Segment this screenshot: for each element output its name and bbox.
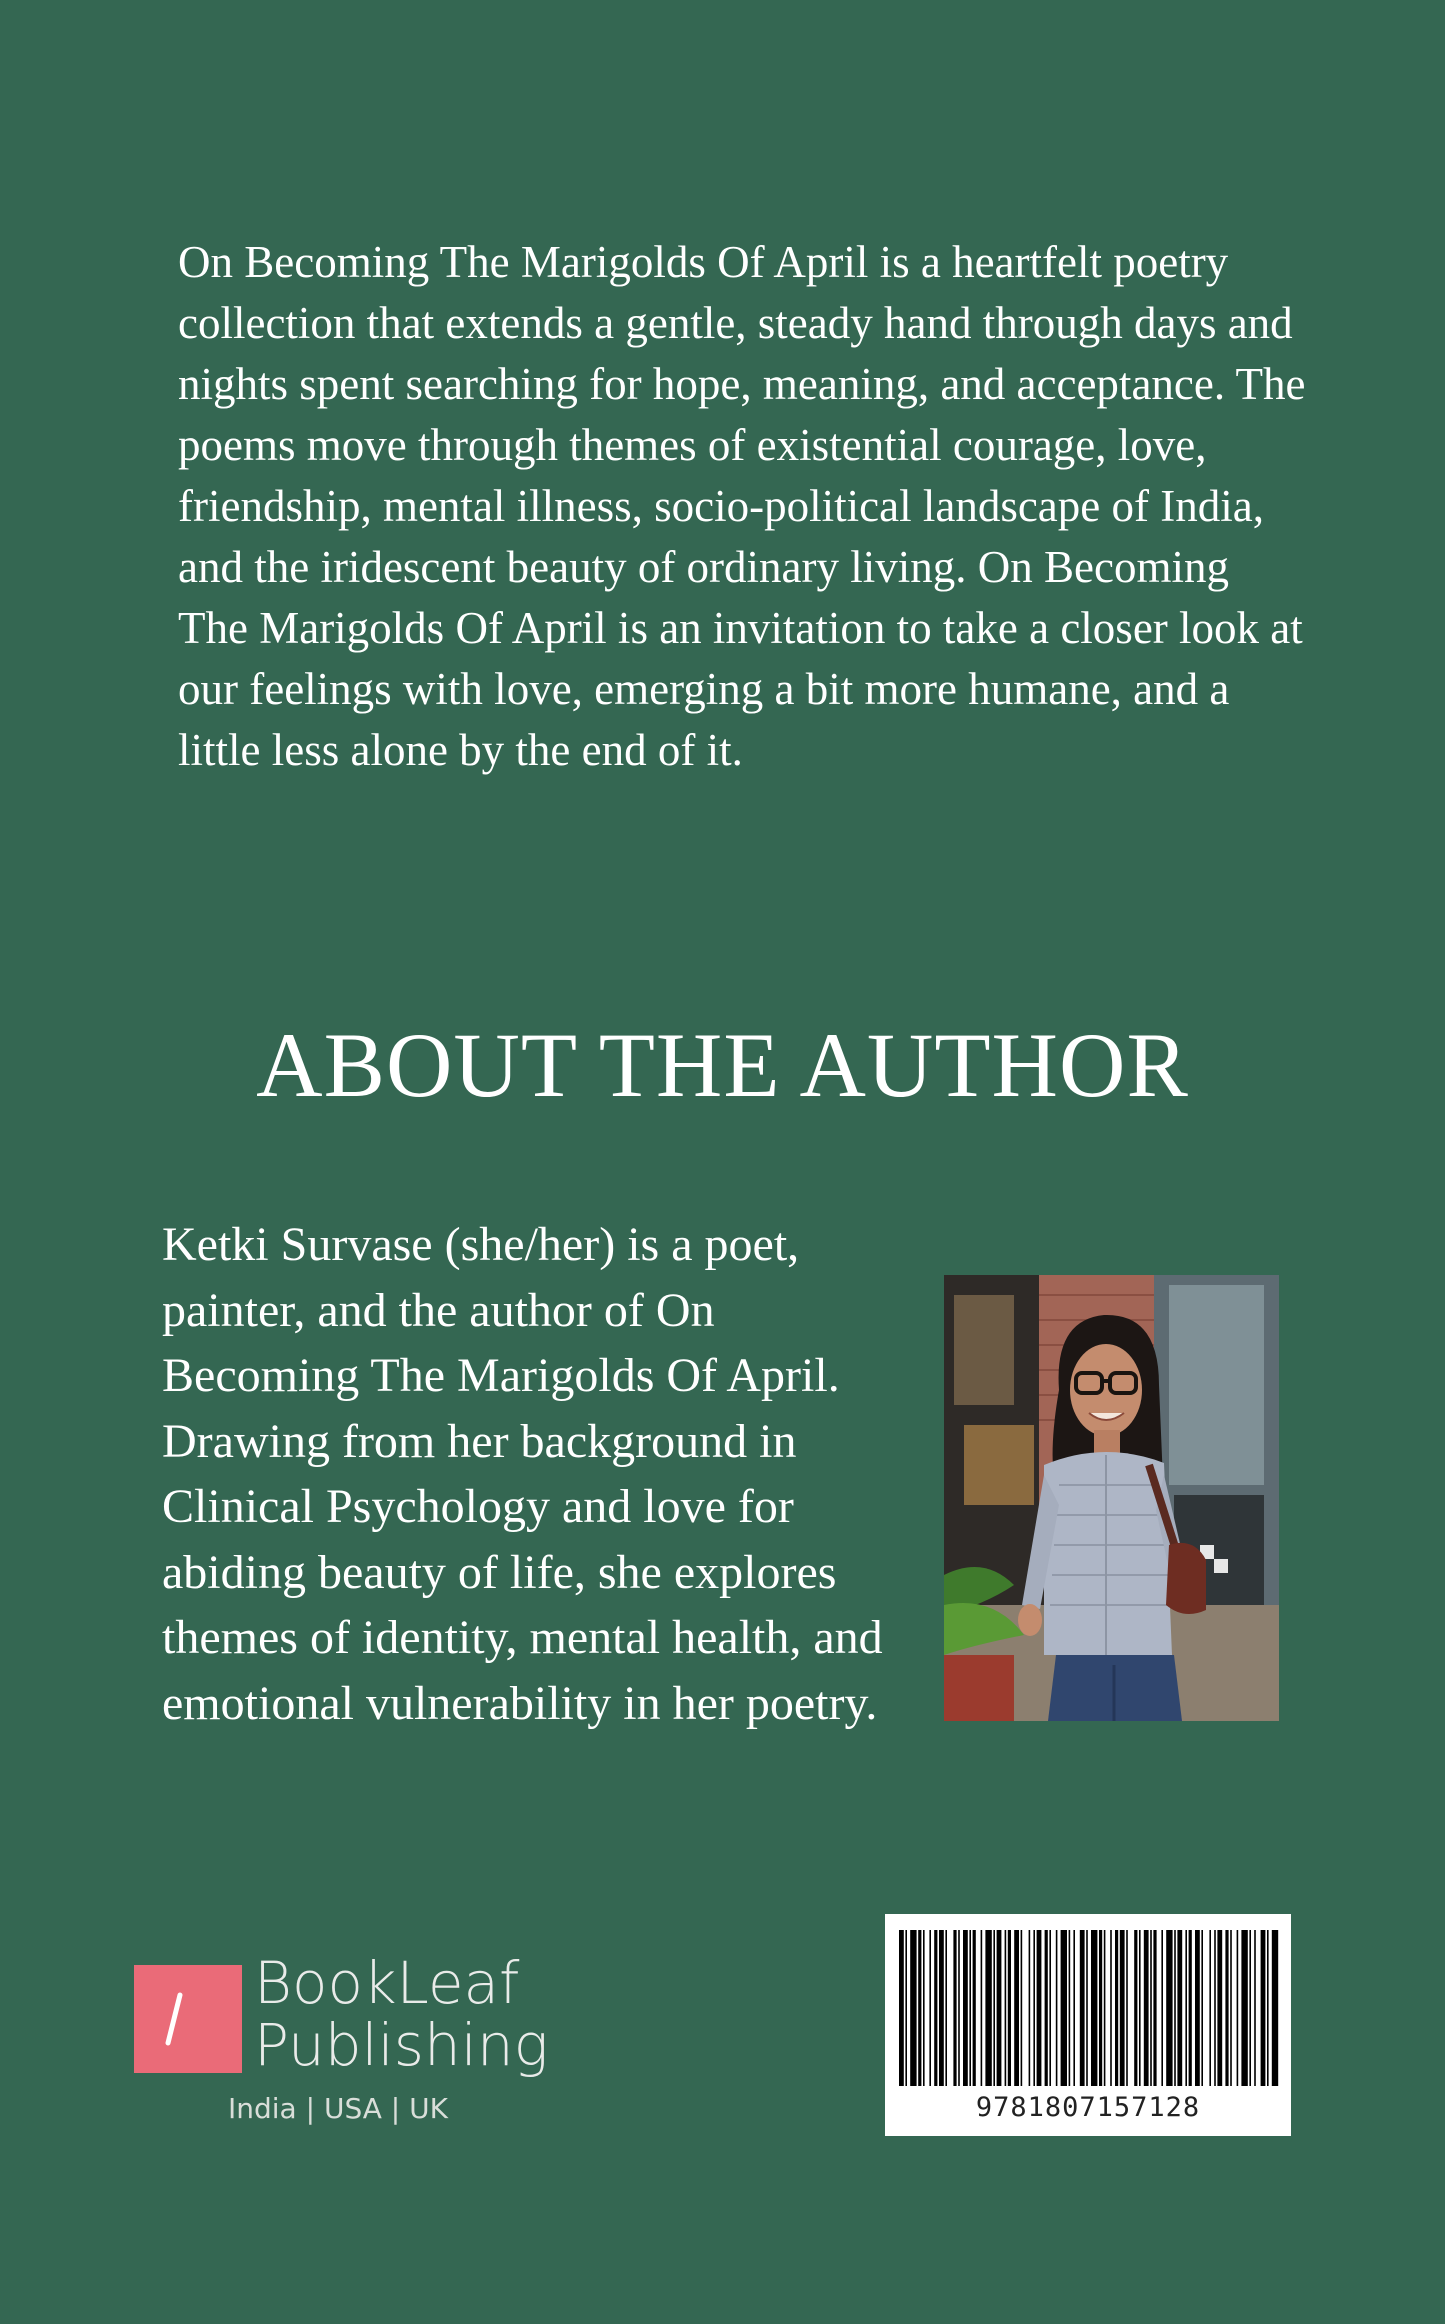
barcode-bar (929, 1930, 931, 2086)
book-blurb: On Becoming The Marigolds Of April is a heartfelt poetry collection that extends a gentle, steady hand through days and nights spent searching for hope, meaning, and acceptance. The poems move through themes of existential courage, love, friendship, mental illness, socio-political landscape of India, and the iridescent beauty of ordinary living. On Becoming The Marigolds Of April is an invitation to take a closer look at our feelings with love, emerging a bit more humane, and a little less alone by the end of it. (178, 237, 1306, 775)
barcode-bar (1139, 1930, 1141, 2086)
isbn-barcode (885, 1914, 1291, 2136)
publisher-regions: India | USA | UK (228, 2092, 448, 2125)
barcode-bar (1217, 1930, 1222, 2086)
barcode-bar (1249, 1930, 1251, 2086)
barcode-bar (1225, 1930, 1228, 2086)
barcode-bar (1104, 1930, 1106, 2086)
barcode-bar (1021, 1930, 1023, 2086)
barcode-bar (1110, 1930, 1112, 2086)
publisher-logo-mark (134, 1965, 242, 2073)
barcode-bar (939, 1930, 944, 2086)
barcode-bar (973, 1930, 976, 2086)
barcode-bar (1099, 1930, 1102, 2086)
barcode-bar (1189, 1930, 1192, 2086)
barcode-bar (1174, 1930, 1176, 2086)
barcode-bar (985, 1930, 991, 2086)
barcode-bar (953, 1930, 956, 2086)
barcode-bar (1014, 1930, 1019, 2086)
barcode-bar (1091, 1930, 1097, 2086)
barcode-bar (997, 1930, 1002, 2086)
barcode-bar (899, 1930, 904, 2086)
barcode-bar (910, 1930, 916, 2086)
barcode-bar (1177, 1930, 1182, 2086)
barcode-bar (1166, 1930, 1172, 2086)
barcode-bar (1254, 1930, 1256, 2086)
barcode-bar (1214, 1930, 1216, 2086)
barcode-bar (969, 1930, 971, 2086)
barcode-bar (1185, 1930, 1187, 2086)
barcode-bar (981, 1930, 983, 2086)
barcode-bar (1029, 1930, 1031, 2086)
barcode-bar (1115, 1930, 1118, 2086)
barcode-bar (1230, 1930, 1232, 2086)
barcode-bar (1056, 1930, 1058, 2086)
barcode-bar (1237, 1930, 1239, 2086)
barcode-bar (1161, 1930, 1163, 2086)
barcode-bar (1037, 1930, 1042, 2086)
barcode-bar (993, 1930, 995, 2086)
author-bio: Ketki Survase (she/her) is a poet, painter, and the author of On Becoming The Marigolds Of April. Drawing from her background in Clinical Psychology and love for abiding beauty of life, she explores themes of identity, mental health, and emotional vulnerability in her poetry. (162, 1218, 883, 1730)
barcode-bar (918, 1930, 921, 2086)
publisher-name-line2: Publishing (254, 2011, 549, 2079)
barcode-bar (1069, 1930, 1071, 2086)
barcode-bar (1144, 1930, 1149, 2086)
barcode-bar (1120, 1930, 1125, 2086)
barcode-bar (1073, 1930, 1075, 2086)
barcode-bar (934, 1930, 937, 2086)
barcode-bar (923, 1930, 925, 2086)
isbn-number: 9781807157128 (975, 2092, 1201, 2123)
barcode-bar (1061, 1930, 1067, 2086)
barcode-bar (1033, 1930, 1035, 2086)
barcode-bar (1150, 1930, 1152, 2086)
barcode-bar (1134, 1930, 1137, 2086)
barcode-bar (1241, 1930, 1247, 2086)
barcode-bar (958, 1930, 960, 2086)
publisher-name-line1: BookLeaf (254, 1949, 520, 2017)
barcode-bar (1005, 1930, 1007, 2086)
barcode-bar (1261, 1930, 1266, 2086)
barcode-bar (1267, 1930, 1269, 2086)
barcode-bar (905, 1930, 907, 2086)
author-photo (944, 1275, 1279, 1721)
barcode-bar (1272, 1930, 1278, 2086)
publisher-logo-text (254, 1949, 549, 2079)
barcode-bar (1008, 1930, 1011, 2086)
barcode-bar (963, 1930, 968, 2086)
barcode-bar (1049, 1930, 1051, 2086)
barcode-bar (1209, 1930, 1211, 2086)
barcode-bar (1153, 1930, 1156, 2086)
barcode-bar (1080, 1930, 1085, 2086)
barcode-bar (1086, 1930, 1088, 2086)
barcode-bar (1126, 1930, 1128, 2086)
barcode-bar (1201, 1930, 1203, 2086)
barcode-bar (945, 1930, 947, 2086)
barcode-bar (1195, 1930, 1200, 2086)
about-author-heading: ABOUT THE AUTHOR (256, 1014, 1189, 1116)
barcode-bar (1045, 1930, 1048, 2086)
